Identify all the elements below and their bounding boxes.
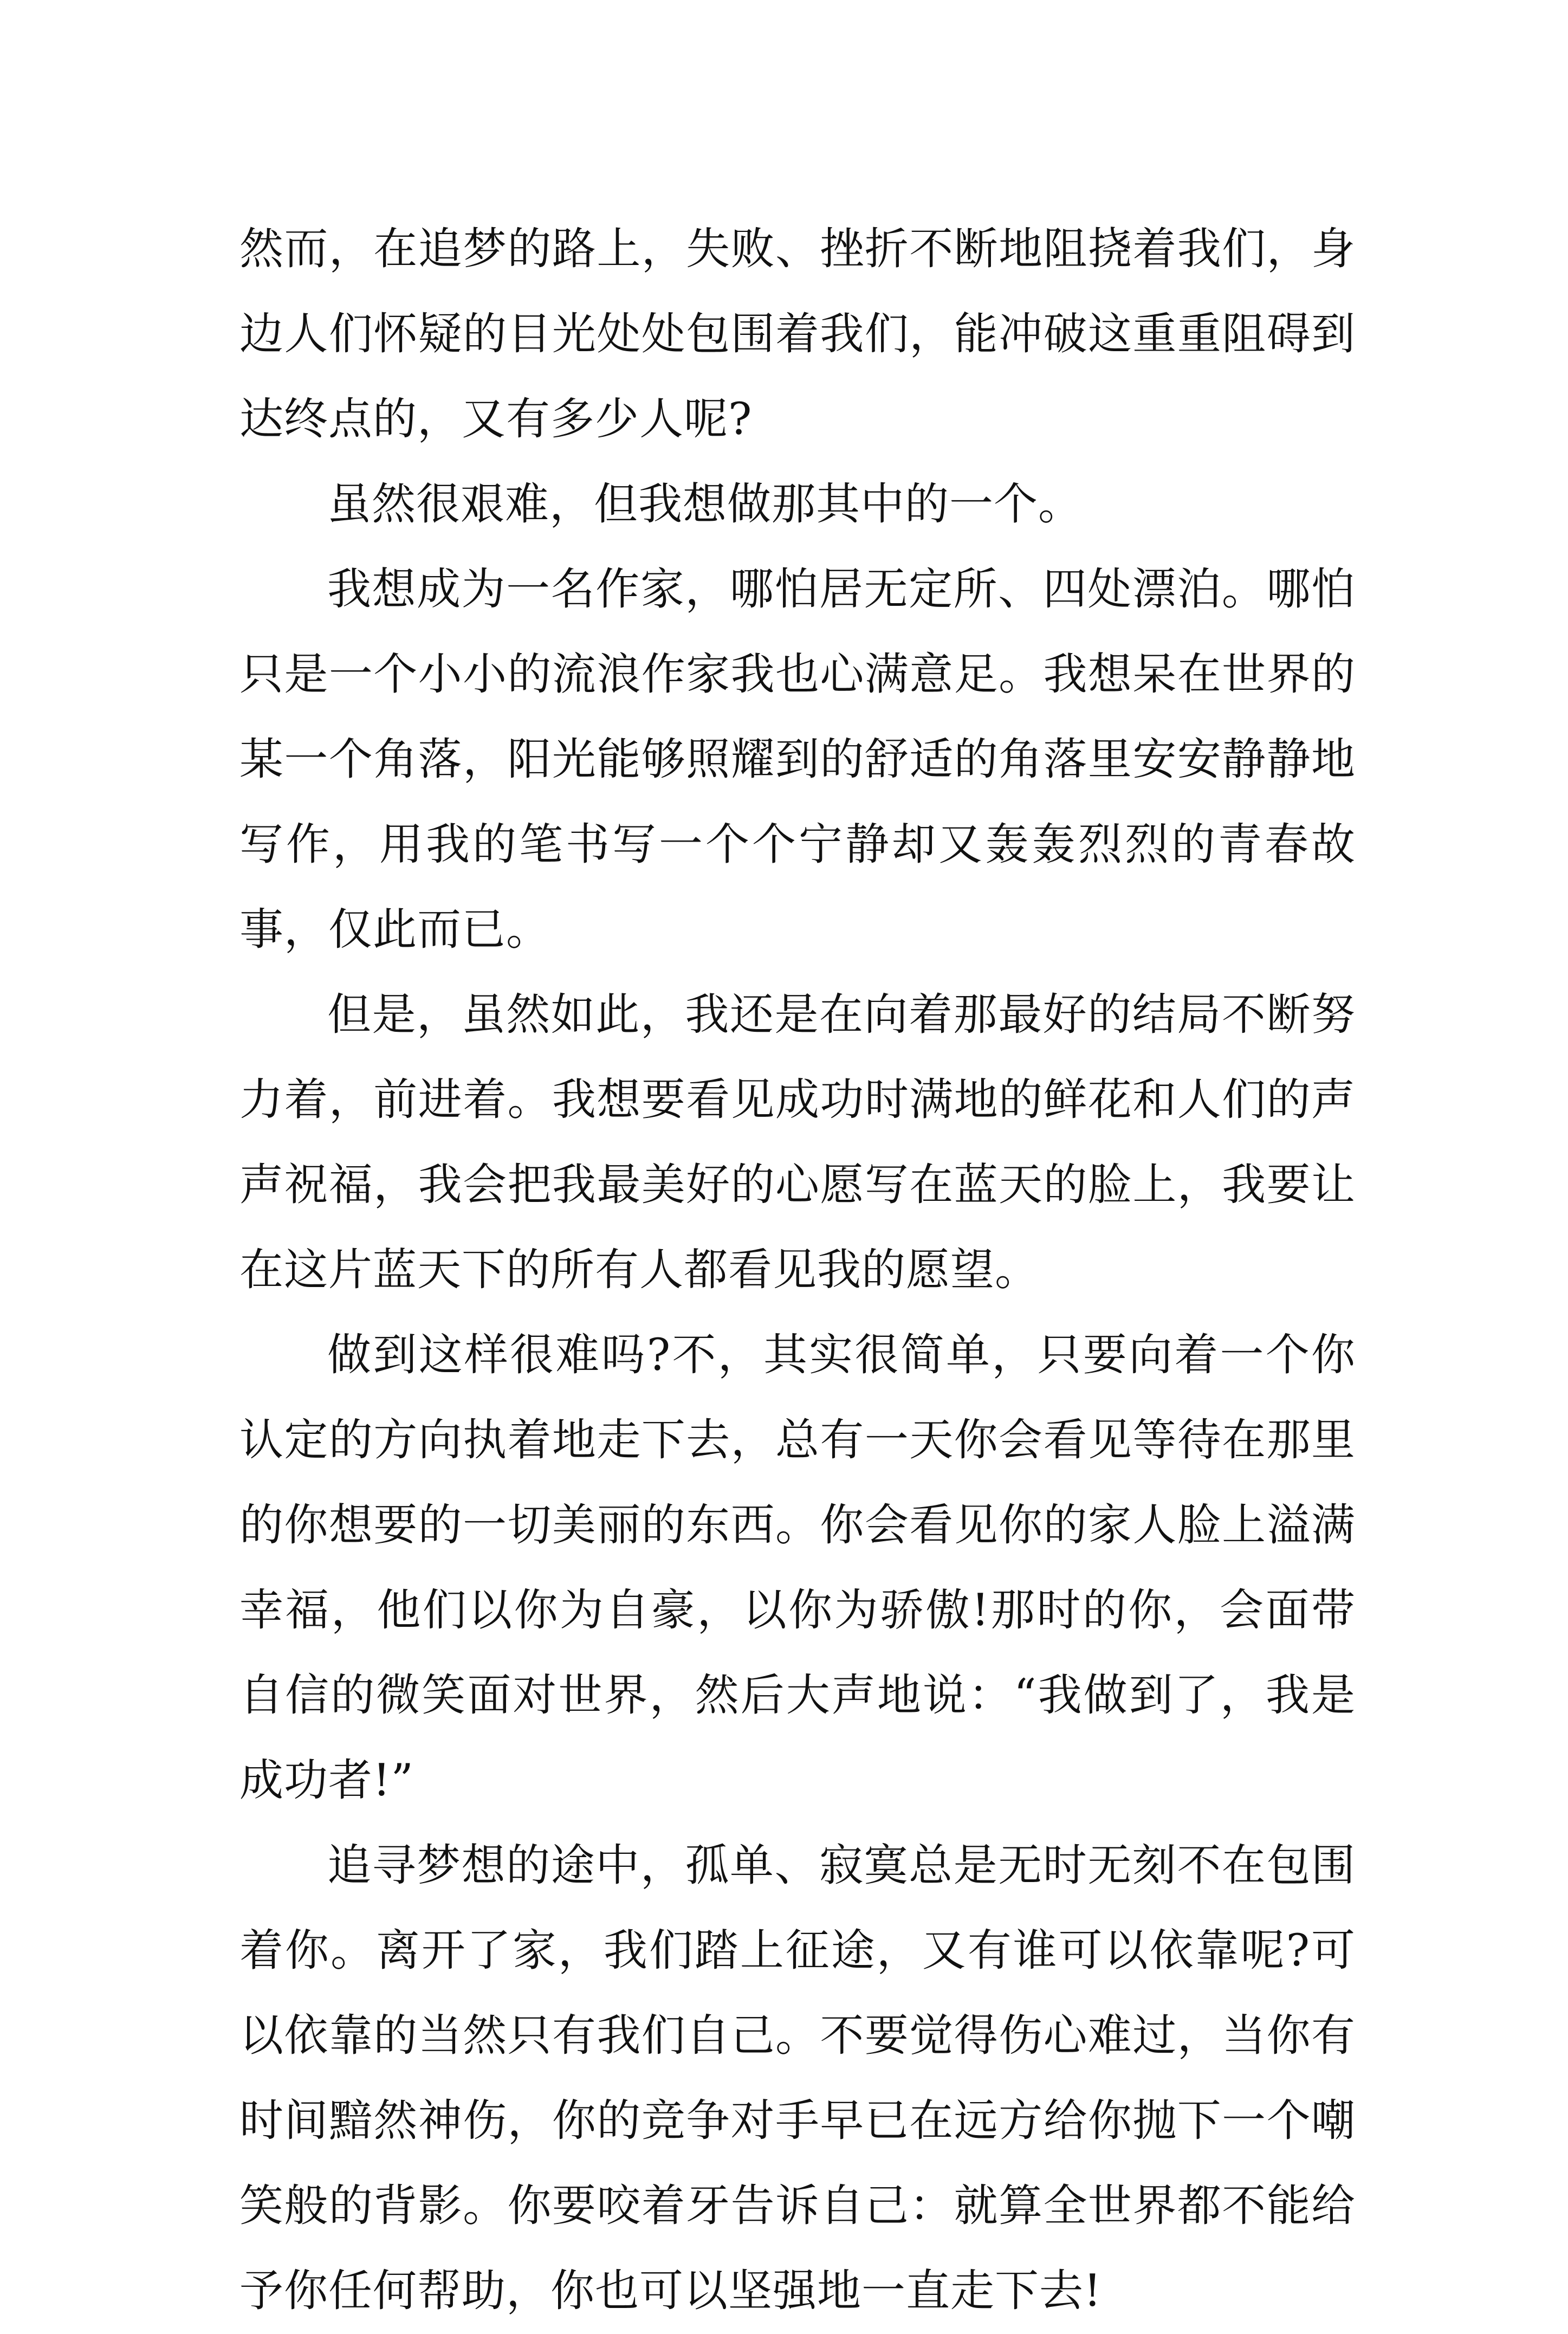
paragraph-4: 但是，虽然如此，我还是在向着那最好的结局不断努力着，前进着。我想要看见成功时满地的鲜花和人们的声声祝福，我会把我最美好的心愿写在蓝天的脸上，我要让在这片蓝天下的所有人都看见我的愿望。 <box>239 990 1356 1296</box>
paragraph-1: 然而，在追梦的路上，失败、挫折不断地阻挠着我们，身边人们怀疑的目光处处包围着我们，能冲破这重重阻碍到达终点的，又有多少人呢? <box>239 224 1356 445</box>
document-body <box>239 207 1356 2334</box>
paragraph-6: 追寻梦想的途中，孤单、寂寞总是无时无刻不在包围着你。离开了家，我们踏上征途，又有谁可以依靠呢?可以依靠的当然只有我们自己。不要觉得伤心难过，当你有时间黯然神伤，你的竞争对手早已在远方给你抛下一个嘲笑般的背影。你要咬着牙告诉自己：就算全世界都不能给予你任何帮助，你也可以坚强地一直走下去! <box>239 1840 1356 2317</box>
paragraph-2: 虽然很艰难，但我想做那其中的一个。 <box>327 479 1083 530</box>
paragraph-3: 我想成为一名作家，哪怕居无定所、四处漂泊。哪怕只是一个小小的流浪作家我也心满意足。我想呆在世界的某一个角落，阳光能够照耀到的舒适的角落里安安静静地写作，用我的笔书写一个个宁静却又轰轰烈烈的青春故事，仅此而已。 <box>239 564 1356 955</box>
paragraph-5: 做到这样很难吗?不，其实很简单，只要向着一个你认定的方向执着地走下去，总有一天你会看见等待在那里的你想要的一切美丽的东西。你会看见你的家人脸上溢满幸福，他们以你为自豪，以你为骄傲!那时的你，会面带自信的微笑面对世界，然后大声地说：“我做到了，我是成功者!” <box>239 1330 1356 1806</box>
